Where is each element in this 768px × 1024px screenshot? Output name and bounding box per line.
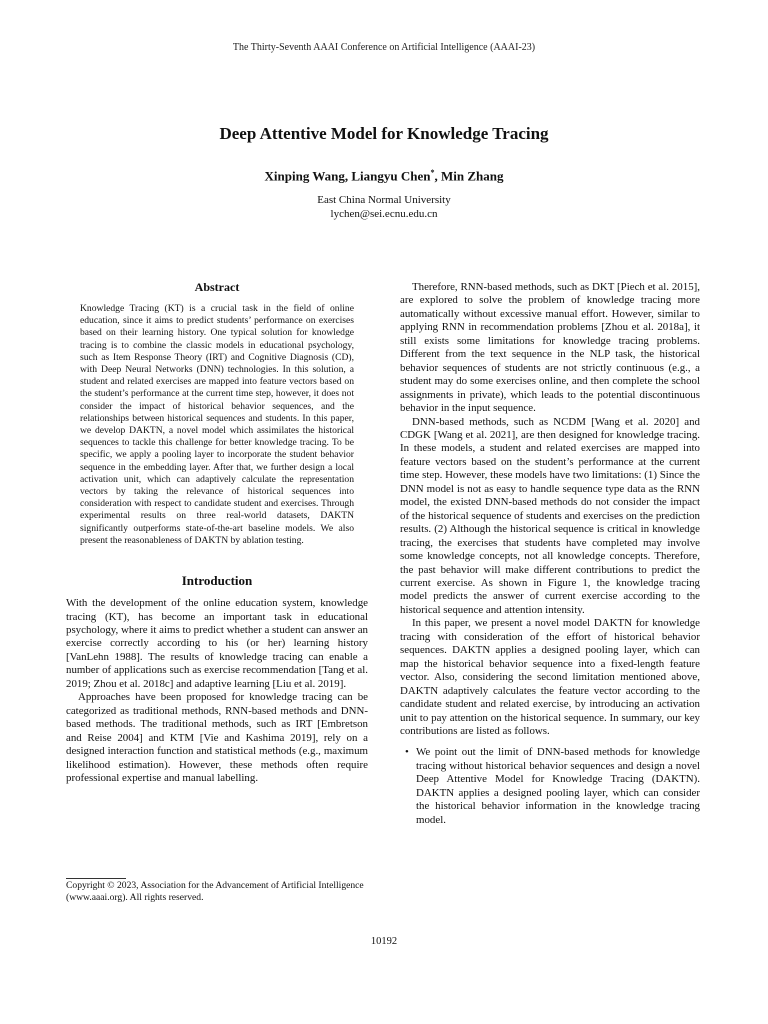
bullet-icon: • <box>405 746 409 759</box>
intro-paragraph-2: Approaches have been proposed for knowledge tracing can be categorized as traditional methods, RNN-based methods and DNN-based methods. The traditional methods, such as IRT [Embretson and Reise 2004] and KTM [Vie and Kashima 2019], rely on a designed interaction function and statistical methods (e.g., maximum likelihood estimation). However, these methods often require professional expertise and manual labelling. <box>66 691 368 784</box>
right-column <box>400 280 700 827</box>
page-number: 10192 <box>370 936 398 947</box>
right-paragraph-1: Therefore, RNN-based methods, such as DKT [Piech et al. 2015], are explored to solve the problem of knowledge tracing more automatically without excessive manual effort. However, similar to applying RNN in recommendation problems [Zhou et al. 2018a], it still exists some limitations for knowledge tracing problems. Different from the text sequence in the NLP task, the historical behavior sequences of students are not strictly continuous (e.g., a student may do some exercises online, and then complete the school assignments in private), which leads to the potential discontinuous behavior in the input sequence. <box>400 281 700 415</box>
paper-authors <box>0 168 768 184</box>
affiliation-block <box>0 193 768 221</box>
authors-last: , Min Zhang <box>434 168 504 184</box>
contact-email: lychen@sei.ecnu.edu.cn <box>330 208 438 220</box>
abstract-text: Knowledge Tracing (KT) is a crucial task in the field of online education, since it aims to predict students’ performance on exercises based on their learning history. One typical solution for knowledge tracing is to combine the classic models in educational psychology, such as Item Response Theory (IRT) and Cognitive Diagnosis (CD), with Deep Neural Networks (DNN) technologies. In this solution, a student and related exercises are mapped into feature vectors based on the student’s performance at the current time step, however, it does not consider the impact of historical behavior sequences, and the relationships between historical sequences and students. In this paper, we develop DAKTN, a novel model which assimilates the historical sequences to tackle this challenge for better knowledge tracing. To be specific, we apply a pooling layer to incorporate the student behavior sequence in the embedding layer. After that, we further design a local activation unit, which can adaptively calculate the representation vectors by taking the relevance of historical sequences into consideration with respect to candidate student and exercises. Through experimental results on three real-world datasets, DAKTN significantly outperforms state-of-the-art baseline models. We also present the reasonableness of DAKTN by ablation testing. <box>80 303 354 546</box>
right-paragraph-3: In this paper, we present a novel model DAKTN for knowledge tracing with consideration of the effort of historical behavior sequences. DAKTN applies a designed pooling layer, which can map the historical behavior sequence into a fixed-length feature vector. Also, considering the second limitation mentioned above, DAKTN adaptively calculates the feature vector according to the candidate student and related exercise, by introducing an activation unit to pay attention on the historical sequence. In summary, our key contributions are listed as follows. <box>400 617 700 737</box>
contribution-text: We point out the limit of DNN-based methods for knowledge tracing without historical behavior sequences and design a novel Deep Attentive Model for Knowledge Tracing (DAKTN). DAKTN applies a designed pooling layer, which can consider the historical behavior information in the knowledge tracing model. <box>416 746 700 826</box>
authors-first: Xinping Wang, Liangyu Chen <box>264 168 431 184</box>
copyright-footnote: Copyright © 2023, Association for the Advancement of Artificial Intelligence (www.aaai.org). All rights reserved. <box>66 880 364 903</box>
contribution-item <box>400 746 700 827</box>
introduction-heading: Introduction <box>181 573 253 589</box>
affiliation: East China Normal University <box>317 194 451 206</box>
left-column <box>66 280 368 785</box>
footnote-divider <box>66 878 126 879</box>
contribution-list <box>400 746 700 827</box>
conference-header: The Thirty-Seventh AAAI Conference on Artificial Intelligence (AAAI-23) <box>232 42 536 53</box>
intro-paragraph-1: With the development of the online education system, knowledge tracing (KT), has become an important task in educational psychology, where it aims to predict whether a student can answer an exercise correctly according to his (or her) learning history [VanLehn 1988]. The results of knowledge tracing can enable a number of applications such as exercise recommendation [Tang et al. 2019; Zhou et al. 2018c] and adaptive learning [Liu et al. 2019]. <box>66 597 368 690</box>
abstract-heading: Abstract <box>194 280 240 294</box>
paper-title: Deep Attentive Model for Knowledge Tracing <box>219 124 549 143</box>
corresponding-author-mark: * <box>430 168 435 177</box>
right-paragraph-2: DNN-based methods, such as NCDM [Wang et al. 2020] and CDGK [Wang et al. 2021], are then designed for knowledge tracing. In these models, a student and related exercises are mapped into feature vectors based on the student’s performance at the current time step. However, these models have two limitations: (1) Since the DNN model is not as easy to handle sequence type data as the RNN model, the existed DNN-based methods do not consider the impact of the historical sequence of students and exercises on the prediction results. (2) Although the historical sequence is critical in knowledge tracing, the exercises that students have completed may involve some knowledge concepts, not all knowledge concepts. Therefore, the past behavior will make different contributions to predict the current exercise. As shown in Figure 1, the knowledge tracing model predicts the answer of current exercise according to the historical sequence and attention intensity. <box>400 415 700 616</box>
abstract-section <box>66 280 368 547</box>
